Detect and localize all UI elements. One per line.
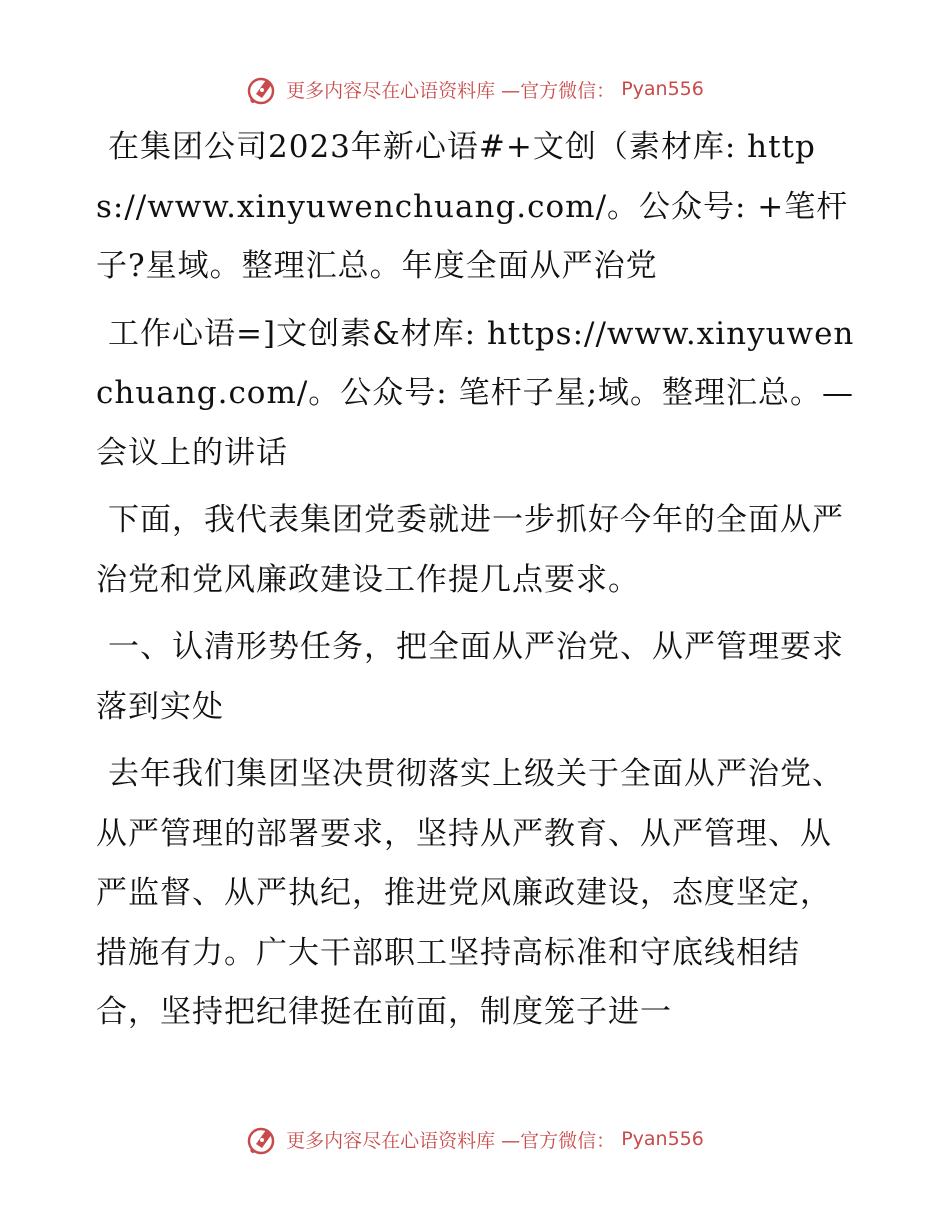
pen-nib-logo-icon	[246, 1122, 280, 1156]
watermark-separator-text: —官方微信：	[501, 1129, 616, 1152]
watermark-id-text: Pyan556	[621, 78, 704, 100]
section-heading-1: 一、认清形势任务，把全面从严治党、从严管理要求落到实处	[96, 629, 844, 725]
watermark-header	[0, 72, 950, 106]
paragraph-title-line-2: 工作心语=]文创素&材库: https://www.xinyuwenchuang.com/。公众号: 笔杆子星;域。整理汇总。—会议上的讲话	[96, 315, 855, 471]
document-body	[96, 118, 856, 1051]
paragraph-title-line-1: 在集团公司2023年新心语#+文创（素材库: https://www.xinyuwenchuang.com/。公众号: +笔杆子?星域。整理汇总。年度全面从严治党	[96, 129, 849, 284]
watermark-id-text: Pyan556	[621, 1128, 704, 1150]
watermark-separator-text: —官方微信：	[501, 79, 616, 102]
paragraph-body: 去年我们集团坚决贯彻落实上级关于全面从严治党、从严管理的部署要求，坚持从严教育、从严管理、从严监督、从严执纪，推进党风廉政建设，态度坚定，措施有力。广大干部职工坚持高标准和守底线相结合，坚持把纪律挺在前面，制度笼子进一	[96, 756, 844, 1030]
watermark-main-text: 更多内容尽在心语资料库	[286, 79, 496, 102]
watermark-footer	[0, 1122, 950, 1156]
pen-nib-logo-icon	[246, 72, 280, 106]
paragraph-intro: 下面，我代表集团党委就进一步抓好今年的全面从严治党和党风廉政建设工作提几点要求。	[96, 502, 844, 598]
watermark-main-text: 更多内容尽在心语资料库	[286, 1129, 496, 1152]
